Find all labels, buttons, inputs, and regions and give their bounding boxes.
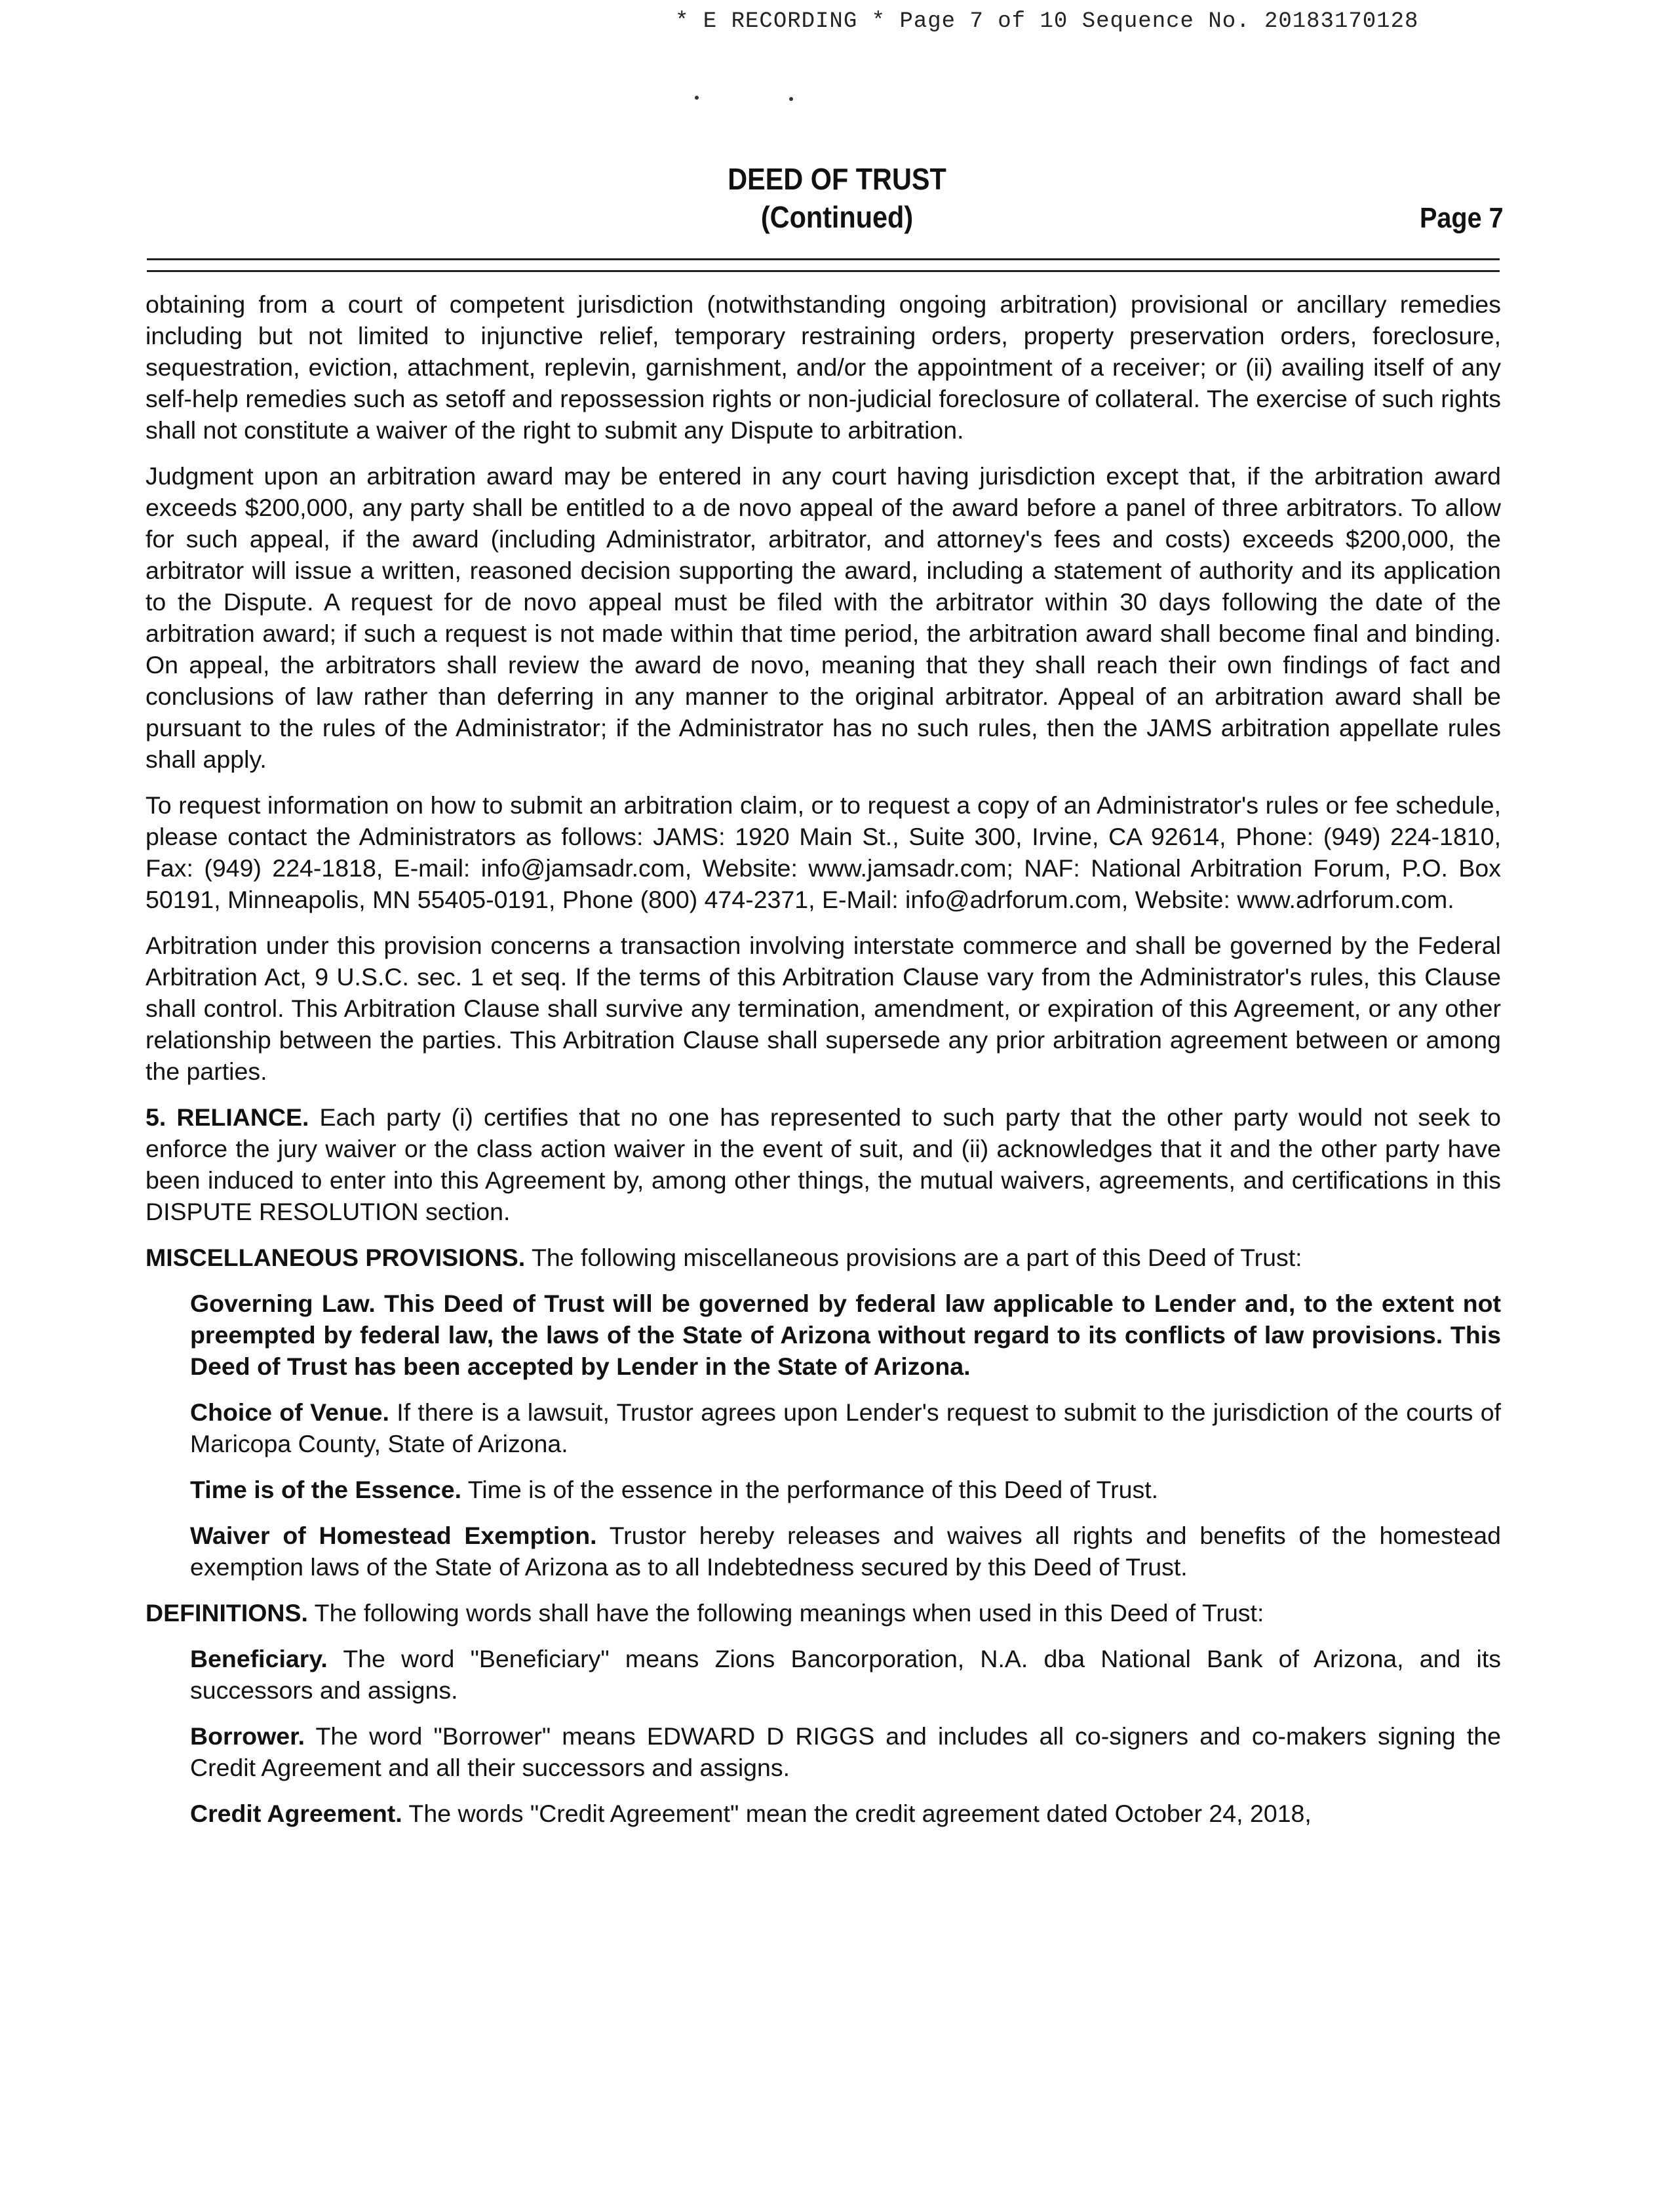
misc-provisions-heading-line	[146, 1242, 1501, 1273]
document-subtitle: (Continued)	[760, 200, 914, 234]
beneficiary-definition	[190, 1643, 1501, 1706]
time-essence-heading: Time is of the Essence.	[190, 1476, 462, 1503]
reliance-heading: 5. RELIANCE.	[146, 1103, 309, 1131]
reliance-paragraph	[146, 1101, 1501, 1227]
credit-agreement-heading: Credit Agreement.	[190, 1800, 402, 1827]
definitions-heading: DEFINITIONS.	[146, 1599, 308, 1627]
interstate-commerce-paragraph: Arbitration under this provision concerns a transaction involving interstate commerce and shall be governed by the Federal Arbitration Act, 9 U.S.C. sec. 1 et seq. If the terms of this Arbitration Clause vary from the Administrator's rules, this Clause shall control. This Arbitration Clause shall survive any termination, amendment, or expiration of this Agreement, or any other relationship between the parties. This Arbitration Clause shall supersede any prior arbitration agreement between or among the parties.	[146, 932, 1501, 1085]
header-rule-bottom	[147, 270, 1500, 272]
borrower-definition	[190, 1720, 1501, 1783]
governing-law-text: This Deed of Trust will be governed by federal law applicable to Lender and, to the extent not preempted by federal law, the laws of the State of Arizona without regard to its conflicts of law provisions. This Deed of Trust has been accepted by Lender in the State of Arizona.	[190, 1290, 1501, 1380]
definitions-intro: The following words shall have the following meanings when used in this Deed of Trust:	[307, 1599, 1264, 1627]
beneficiary-heading: Beneficiary.	[190, 1645, 328, 1672]
choice-of-venue-heading: Choice of Venue.	[190, 1398, 389, 1426]
arbitration-award-paragraph: Judgment upon an arbitration award may be entered in any court having jurisdiction except that, if the arbitration award exceeds $200,000, any party shall be entitled to a de novo appeal of the award before a panel of three arbitrators. To allow for such appeal, if the award (including Administrator, arbitrator, and attorney's fees and costs) exceeds $200,000, the arbitrator will issue a written, reasoned decision supporting the award, including a statement of authority and its application to the Dispute. A request for de novo appeal must be filed with the arbitrator within 30 days following the date of the arbitration award; if such a request is not made within that time period, the arbitration award shall become final and binding. On appeal, the arbitrators shall review the award de novo, meaning that they shall reach their own findings of fact and conclusions of law rather than deferring in any manner to the original arbitrator. Appeal of an arbitration award shall be pursuant to the rules of the Administrator; if the Administrator has no such rules, then the JAMS arbitration appellate rules shall apply.	[146, 462, 1501, 773]
time-essence-text: Time is of the essence in the performance of this Deed of Trust.	[461, 1476, 1159, 1503]
governing-law-heading: Governing Law.	[190, 1290, 376, 1317]
recording-stamp: * E RECORDING * Page 7 of 10 Sequence No. 20183170128	[675, 9, 1419, 34]
borrower-text: The word "Borrower" means EDWARD D RIGGS and includes all co-signers and co-makers signing the Credit Agreement and all their successors and assigns.	[190, 1722, 1501, 1781]
governing-law-paragraph	[190, 1288, 1501, 1382]
beneficiary-text: The word "Beneficiary" means Zions Bancorporation, N.A. dba National Bank of Arizona, and its successors and assigns.	[190, 1645, 1501, 1704]
credit-agreement-text: The words "Credit Agreement" mean the credit agreement dated October 24, 2018,	[402, 1800, 1312, 1827]
definitions-heading-line	[146, 1597, 1501, 1629]
misc-provisions-heading: MISCELLANEOUS PROVISIONS.	[146, 1244, 526, 1271]
document-title: DEED OF TRUST	[728, 162, 946, 196]
choice-of-venue-paragraph	[190, 1396, 1501, 1459]
misc-provisions-intro: The following miscellaneous provisions are a part of this Deed of Trust:	[525, 1244, 1302, 1271]
time-essence-paragraph	[190, 1474, 1501, 1505]
document-title-block	[84, 160, 1591, 236]
reliance-text: Each party (i) certifies that no one has represented to such party that the other party would not seek to enforce the jury waiver or the class action waiver in the event of suit, and (ii) acknowledges that it and the other party have been induced to enter into this Agreement by, among other things, the mutual waivers, agreements, and certifications in this DISPUTE RESOLUTION section.	[146, 1103, 1501, 1225]
document-body	[146, 288, 1501, 1844]
choice-of-venue-text: If there is a lawsuit, Trustor agrees upon Lender's request to submit to the jurisdiction of the courts of Maricopa County, State of Arizona.	[190, 1398, 1501, 1457]
page-label: Page 7	[1420, 202, 1504, 234]
scan-speck	[789, 97, 793, 101]
borrower-heading: Borrower.	[190, 1722, 305, 1750]
scan-speck	[695, 96, 699, 100]
credit-agreement-definition	[190, 1798, 1501, 1829]
homestead-waiver-paragraph	[190, 1520, 1501, 1583]
arbitration-remedies-paragraph: obtaining from a court of competent jurisdiction (notwithstanding ongoing arbitration) provisional or ancillary remedies including but not limited to injunctive relief, temporary restraining orders, property preservation orders, foreclosure, sequestration, eviction, attachment, replevin, garnishment, and/or the appointment of a receiver; or (ii) availing itself of any self-help remedies such as setoff and repossession rights or non-judicial foreclosure of collateral. The exercise of such rights shall not constitute a waiver of the right to submit any Dispute to arbitration.	[146, 290, 1501, 444]
homestead-waiver-heading: Waiver of Homestead Exemption.	[190, 1522, 597, 1549]
header-rule-top	[147, 258, 1500, 260]
administrator-contact-paragraph: To request information on how to submit an arbitration claim, or to request a copy of an Administrator's rules or fee schedule, please contact the Administrators as follows: JAMS: 1920 Main St., Suite 300, Irvine, CA 92614, Phone: (949) 224-1810, Fax: (949) 224-1818, E-mail: info@jamsadr.com, Website: www.jamsadr.com; NAF: National Arbitration Forum, P.O. Box 50191, Minneapolis, MN 55405-0191, Phone (800) 474-2371, E-Mail: info@adrforum.com, Website: www.adrforum.com.	[146, 791, 1501, 913]
homestead-waiver-text: Trustor hereby releases and waives all rights and benefits of the homestead exemption laws of the State of Arizona as to all Indebtedness secured by this Deed of Trust.	[190, 1522, 1501, 1581]
